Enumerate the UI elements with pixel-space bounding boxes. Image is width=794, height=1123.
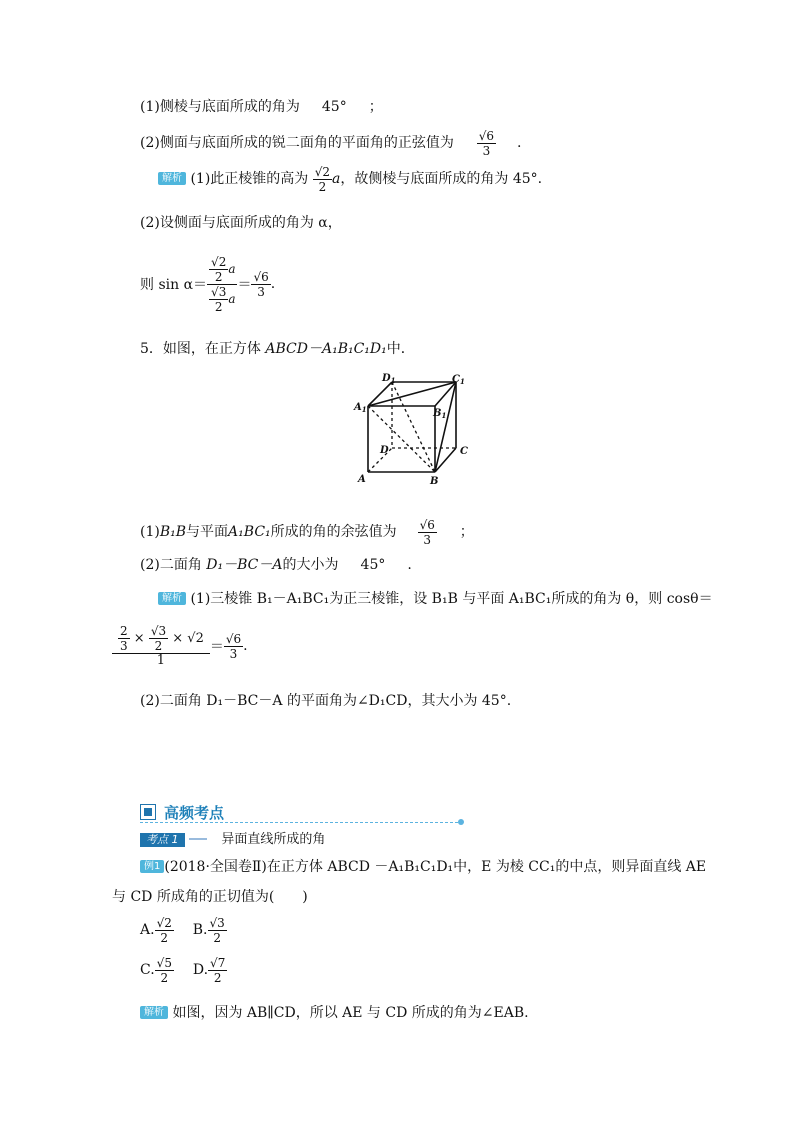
solution-badge: 解析	[158, 172, 186, 185]
p5-q2-end: .	[407, 557, 412, 573]
label-A: A	[358, 474, 366, 485]
p5-q1-end: 所成的角的余弦值为	[270, 524, 397, 540]
q2-line	[140, 128, 521, 158]
ex1-solution	[140, 1004, 529, 1022]
p5-q2-math: D₁－BC－A	[206, 557, 283, 573]
ex1-options-ab	[140, 912, 227, 948]
topic-badge: 考点 1	[140, 833, 185, 847]
sol1-line3-pre: 则 sin α＝	[140, 277, 208, 293]
option-a[interactable]: A. $\frac{√2}{2}$	[140, 915, 172, 945]
q1-answer: 45°	[321, 99, 347, 115]
p5-q2-mid: 的大小为	[282, 557, 339, 573]
cos-theta-frac: $\frac{2}{3}$ × $\frac{√3}{2}$ × √2 1	[112, 624, 210, 668]
label-A1: $A_1$	[354, 402, 367, 414]
p5-q2	[140, 556, 412, 574]
cos-theta-result: $\frac{√6}{3}$	[225, 631, 242, 661]
q1-line	[140, 98, 383, 116]
ex1-line1-text: (2018·全国卷Ⅱ)在正方体 ABCD －A₁B₁C₁D₁中，E 为棱 CC₁的中点，则异面直线 AE	[164, 859, 707, 875]
sol1-line2-text: (2)设侧面与底面所成的角为 α，	[140, 215, 342, 231]
ex1-line2	[112, 888, 308, 906]
q2-text: (2)侧面与底面所成的锐二面角的平面角的正弦值为	[140, 135, 454, 151]
section-title: 高频考点	[164, 804, 225, 822]
sol1-var: a	[332, 171, 341, 187]
p5-title	[140, 340, 415, 358]
section-rule	[140, 822, 458, 823]
option-c[interactable]: C. $\frac{√5}{2}$	[140, 955, 172, 985]
label-D: D	[380, 445, 389, 456]
topic-title: 异面直线所成的角	[221, 832, 326, 847]
example-badge: 例1	[140, 860, 164, 873]
p5-q1-semicolon: ；	[459, 524, 474, 540]
sol1-line1	[158, 164, 542, 194]
q2-end: .	[516, 135, 522, 151]
section-header	[140, 802, 470, 826]
section-dot-icon	[458, 819, 464, 825]
p5-q2-answer: 45°	[360, 557, 386, 573]
sol1-line3: 则 sin α＝ $\frac{√2}{2}$ a $\frac{√3}{2}$ a ＝ $\frac{√6}{3}$ .	[140, 254, 276, 314]
ex1-options-cd	[140, 952, 227, 988]
p5-title-end: 中．	[386, 341, 415, 357]
p5-q1-pre: (1)	[140, 524, 160, 540]
sol1-height-frac: $\frac{√2}{2}$	[314, 164, 331, 194]
label-B1: $B_1$	[433, 408, 447, 420]
topic-row	[140, 828, 326, 847]
p5-q1-mid: 与平面	[186, 524, 229, 540]
p5-q2-pre: (2)二面角	[140, 557, 202, 573]
ex1-line2-text: 与 CD 所成角的正切值为( )	[112, 889, 308, 905]
sol5-line1	[158, 590, 713, 608]
p5-title-pre: 5．如图，在正方体	[140, 341, 261, 357]
label-B: B	[430, 476, 439, 487]
option-b[interactable]: B. $\frac{√3}{2}$	[192, 915, 225, 945]
p5-q1	[140, 516, 474, 548]
p5-q1-math1: B₁B	[159, 524, 187, 540]
label-C1: $C_1$	[452, 374, 465, 386]
sin-alpha-frac: $\frac{√2}{2}$ a $\frac{√3}{2}$ a	[207, 255, 237, 314]
sol5-fraction-line: $\frac{2}{3}$ × $\frac{√3}{2}$ × √2 1 ＝ $\frac{√6}{3}$ .	[112, 616, 248, 676]
sol5-line3	[140, 692, 511, 710]
sol5-line1-text: (1)三棱锥 B₁－A₁BC₁为正三棱锥，设 B₁B 与平面 A₁BC₁所成的角为 θ，则 cosθ＝	[190, 591, 713, 607]
q1-text: (1)侧棱与底面所成的角为	[140, 99, 300, 115]
cube-figure	[350, 370, 480, 490]
sol5-line3-text: (2)二面角 D₁－BC－A 的平面角为∠D₁CD，其大小为 45°.	[140, 693, 512, 709]
solution-badge-3: 解析	[140, 1006, 168, 1019]
label-D1: $D_1$	[382, 373, 396, 385]
q2-answer: $\frac{√6}{3}$	[478, 128, 495, 158]
solution-badge-2: 解析	[158, 592, 186, 605]
p5-q1-answer: $\frac{√6}{3}$	[419, 517, 435, 547]
sol1-text-a: (1)此正棱锥的高为	[190, 171, 309, 187]
p5-q1-math2: A₁BC₁	[228, 524, 271, 540]
sin-alpha-result: $\frac{√6}{3}$	[253, 269, 269, 299]
sol1-line2	[140, 214, 342, 232]
q1-end: ；	[368, 99, 383, 115]
option-d[interactable]: D. $\frac{√7}{2}$	[192, 955, 226, 985]
ex1-solution-text: 如图，因为 AB∥CD，所以 AE 与 CD 所成的角为∠EAB.	[172, 1005, 529, 1021]
p5-title-math: ABCD－A₁B₁C₁D₁	[265, 341, 387, 357]
sol1-text-b: ，故侧棱与底面所成的角为 45°.	[340, 171, 543, 187]
label-C: C	[460, 446, 468, 457]
section-square-icon	[140, 804, 156, 820]
ex1-line1	[140, 858, 706, 876]
